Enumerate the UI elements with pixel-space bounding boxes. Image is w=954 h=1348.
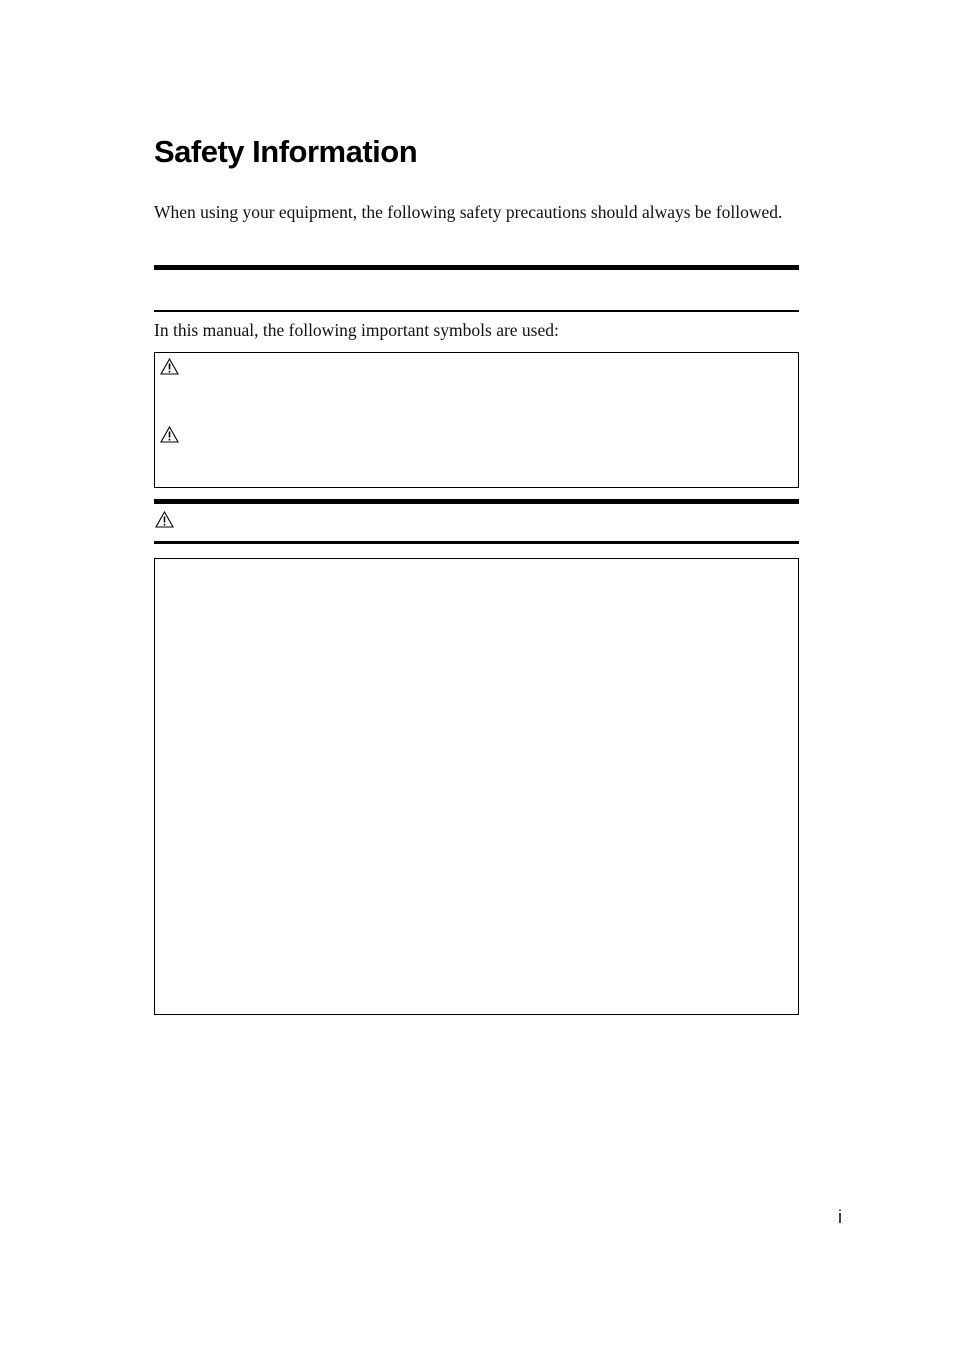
section-divider-thick: [154, 265, 799, 270]
safety-section-top-rule: [154, 499, 799, 504]
safety-precautions-box: [154, 558, 799, 1015]
page-number: i: [838, 1207, 842, 1227]
symbols-intro-text: In this manual, the following important symbols are used:: [154, 320, 559, 340]
symbols-legend-box: [154, 352, 799, 488]
page-title: Safety Information: [154, 134, 418, 169]
caution-triangle-icon: [160, 426, 179, 443]
safety-section-warning-icon: [155, 511, 174, 528]
section-divider-thin: [154, 310, 799, 312]
safety-section-bottom-rule: [154, 541, 799, 544]
warning-triangle-icon: [160, 358, 179, 375]
intro-paragraph: When using your equipment, the following safety precautions should always be followed.: [154, 202, 783, 222]
